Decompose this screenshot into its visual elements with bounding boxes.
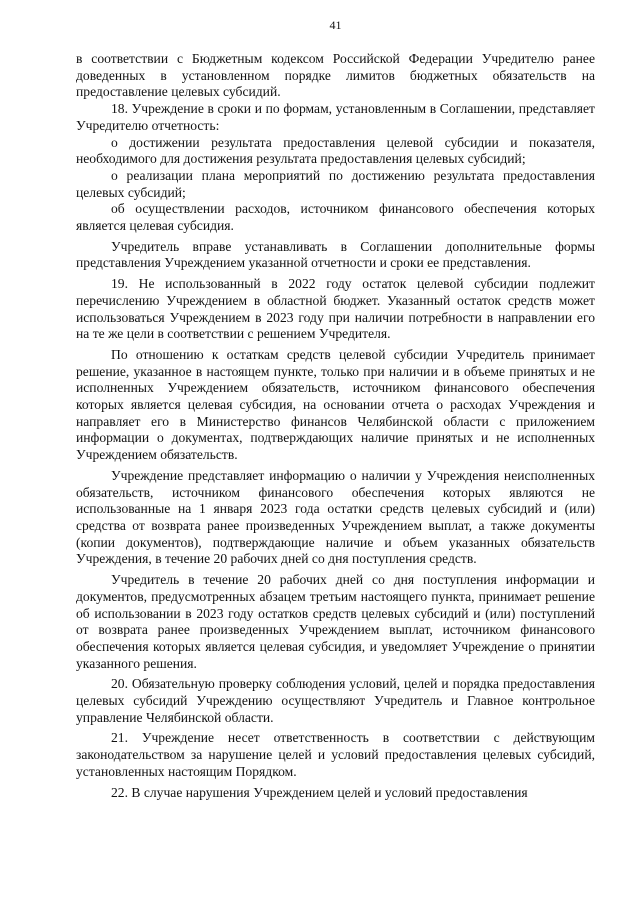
paragraph: 21. Учреждение несет ответственность в соответствии с действующим законодательством за нарушение целей и условий предоставления целевых субсидий, установленных настоящим Порядком. — [76, 730, 595, 779]
paragraph: 19. Не использованный в 2022 году остаток целевой субсидии подлежит перечислению Учреждением в областной бюджет. Указанный остаток средств может использоваться Учреждением в 2023 году при наличии потребности в направлении его на те же цели в соответствии с решением Учредителя. — [76, 276, 595, 342]
paragraph: По отношению к остаткам средств целевой субсидии Учредитель принимает решение, указанное в настоящем пункте, только при наличии и в объеме принятых и не исполненных Учреждением обязательств, источником финансового обеспечения которых является целевая субсидия, на основании отчета о расходах Учреждения и направляет его в Министерство финансов Челябинской области с приложением информации о документах, подтверждающих наличие принятых и не исполненных Учреждением обязательств. — [76, 346, 595, 463]
paragraph: о реализации плана мероприятий по достижению результата предоставления целевых субсидий; — [76, 167, 595, 200]
paragraph: Учреждение представляет информацию о наличии у Учреждения неисполненных обязательств, источником финансового обеспечения которых являются не использованные на 1 января 2023 года остатки средств целевых субсидий и (или) средства от возврата ранее произведенных Учреждением выплат, а также документы (копии документов), подтверждающие наличие и объем указанных обязательств Учреждения, в течение 20 рабочих дней со дня поступления средств. — [76, 467, 595, 567]
paragraph: об осуществлении расходов, источником финансового обеспечения которых является целевая субсидия. — [76, 201, 595, 234]
document-body — [76, 51, 595, 801]
paragraph: о достижении результата предоставления целевой субсидии и показателя, необходимого для достижения результата предоставления целевых субсидий; — [76, 134, 595, 167]
paragraph: 18. Учреждение в сроки и по формам, установленным в Соглашении, представляет Учредителю отчетность: — [76, 101, 595, 133]
paragraph: Учредитель в течение 20 рабочих дней со дня поступления информации и документов, предусмотренных абзацем третьим настоящего пункта, принимает решение об использовании в 2023 году остатков средств целевых субсидий и (или) поступлений от возврата ранее произведенных Учреждением выплат, источником финансового обеспечения которых является целевая субсидия, и уведомляет Учреждение о принятии указанного решения. — [76, 572, 595, 671]
page-number: 41 — [329, 18, 342, 32]
paragraph: 20. Обязательную проверку соблюдения условий, целей и порядка предоставления целевых субсидий Учреждению осуществляют Учредитель и Главное контрольное управление Челябинской области. — [76, 676, 595, 725]
paragraph: в соответствии с Бюджетным кодексом Российской Федерации Учредителю ранее доведенных в установленном порядке лимитов бюджетных обязательств на предоставление целевых субсидий. — [76, 51, 595, 100]
paragraph: 22. В случае нарушения Учреждением целей и условий предоставления — [111, 784, 528, 800]
paragraph: Учредитель вправе устанавливать в Соглашении дополнительные формы представления Учреждением указанной отчетности и сроки ее представления. — [76, 238, 595, 271]
